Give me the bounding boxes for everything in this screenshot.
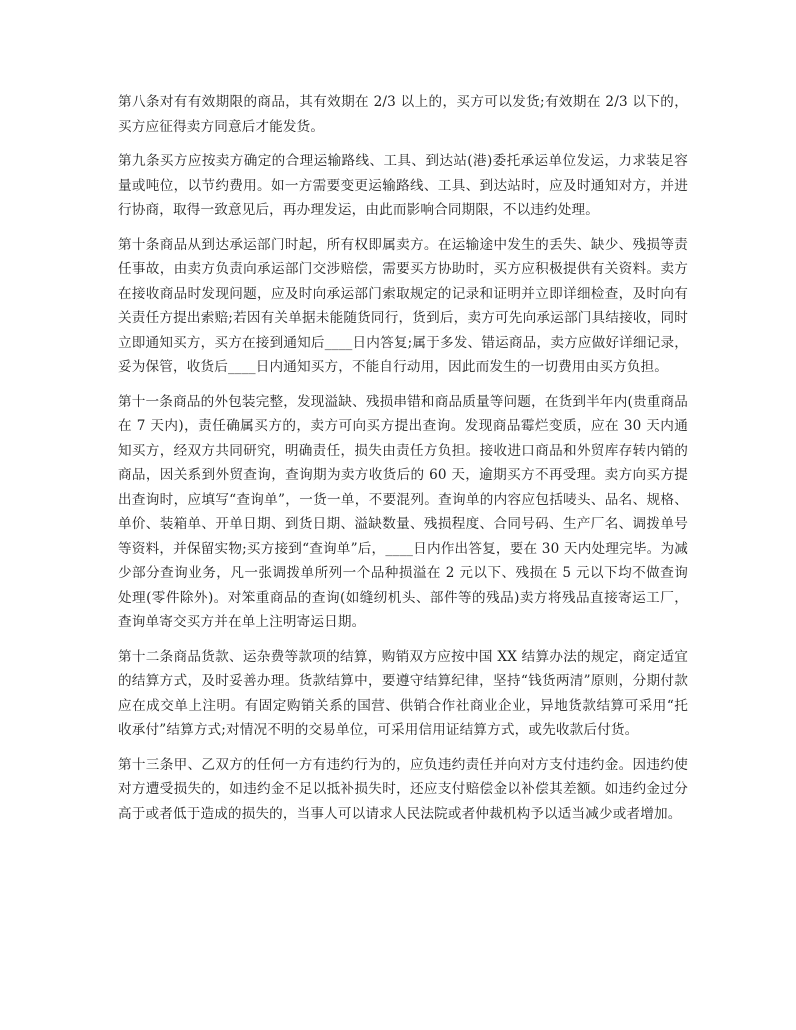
paragraph-article-13: 第十三条甲、乙双方的任何一方有违约行为的，应负违约责任并向对方支付违约金。因违约使对方遭受损失的，如违约金不足以抵补损失时，还应支付赔偿金以补偿其差额。如违约金过分高于或者低于造成的损失的，当事人可以请求人民法院或者仲裁机构予以适当减少或者增加。 [118, 756, 688, 822]
paragraph-article-10: 第十条商品从到达承运部门时起，所有权即属卖方。在运输途中发生的丢失、缺少、残损等责任事故，由卖方负责向承运部门交涉赔偿，需要买方协助时，买方应积极提供有关资料。卖方在接收商品时发现问题，应及时向承运部门索取规定的记录和证明并立即详细检查，及时向有关责任方提出索赔;若因有关单据未能随货同行，货到后，卖方可先向承运部门具结接收，同时立即通知买方，买方在接到通知后____日内答复;属于多发、错运商品，卖方应做好详细记录，妥为保管，收货后____日内通知买方，不能自行动用，因此而发生的一切费用由买方负担。 [118, 236, 688, 375]
paragraph-article-9: 第九条买方应按卖方确定的合理运输路线、工具、到达站(港)委托承运单位发运，力求装足容量或吨位，以节约费用。如一方需要变更运输路线、工具、到达站时，应及时通知对方，并进行协商，取得一致意见后，再办理发运，由此而影响合同期限，不以违约处理。 [118, 153, 688, 218]
paragraph-article-12: 第十二条商品货款、运杂费等款项的结算，购销双方应按中国 XX 结算办法的规定，商定适宜的结算方式，及时妥善办理。货款结算中，要遵守结算纪律，坚持“钱货两清”原则，分期付款应在成交单上注明。有固定购销关系的国营、供销合作社商业企业，异地货款结算可采用“托收承付”结算方式;对情况不明的交易单位，可采用信用证结算方式，或先收款后付货。 [118, 648, 688, 738]
paragraph-article-8: 第八条对有有效期限的商品，其有效期在 2/3 以上的，买方可以发货;有效期在 2/3 以下的，买方应征得卖方同意后才能发货。 [118, 94, 688, 135]
document-body [118, 90, 688, 836]
paragraph-article-11: 第十一条商品的外包装完整，发现溢缺、残损串错和商品质量等问题，在货到半年内(贵重商品在 7 天内)，责任确属买方的，卖方可向买方提出查询。发现商品霉烂变质，应在 30 天内通知买方，经双方共同研究，明确责任，损失由责任方负担。接收进口商品和外贸库存转内销的商品，因关系到外贸查询，查询期为卖方收货后的 60 天，逾期买方不再受理。卖方向买方提出查询时，应填写“查询单”，一货一单，不要混列。查询单的内容应包括唛头、品名、规格、单价、装箱单、开单日期、到货日期、溢缺数量、残损程度、合同号码、生产厂名、调拨单号等资料，并保留实物;买方接到“查询单”后，____日内作出答复，要在 30 天内处理完毕。为减少部分查询业务，凡一张调拨单所列一个品种损溢在 2 元以下、残损在 5 元以下均不做查询处理(零件除外)。对笨重商品的查询(如缝纫机头、部件等的残品)卖方将残品直接寄运工厂，查询单寄交买方并在单上注明寄运日期。 [118, 393, 688, 630]
